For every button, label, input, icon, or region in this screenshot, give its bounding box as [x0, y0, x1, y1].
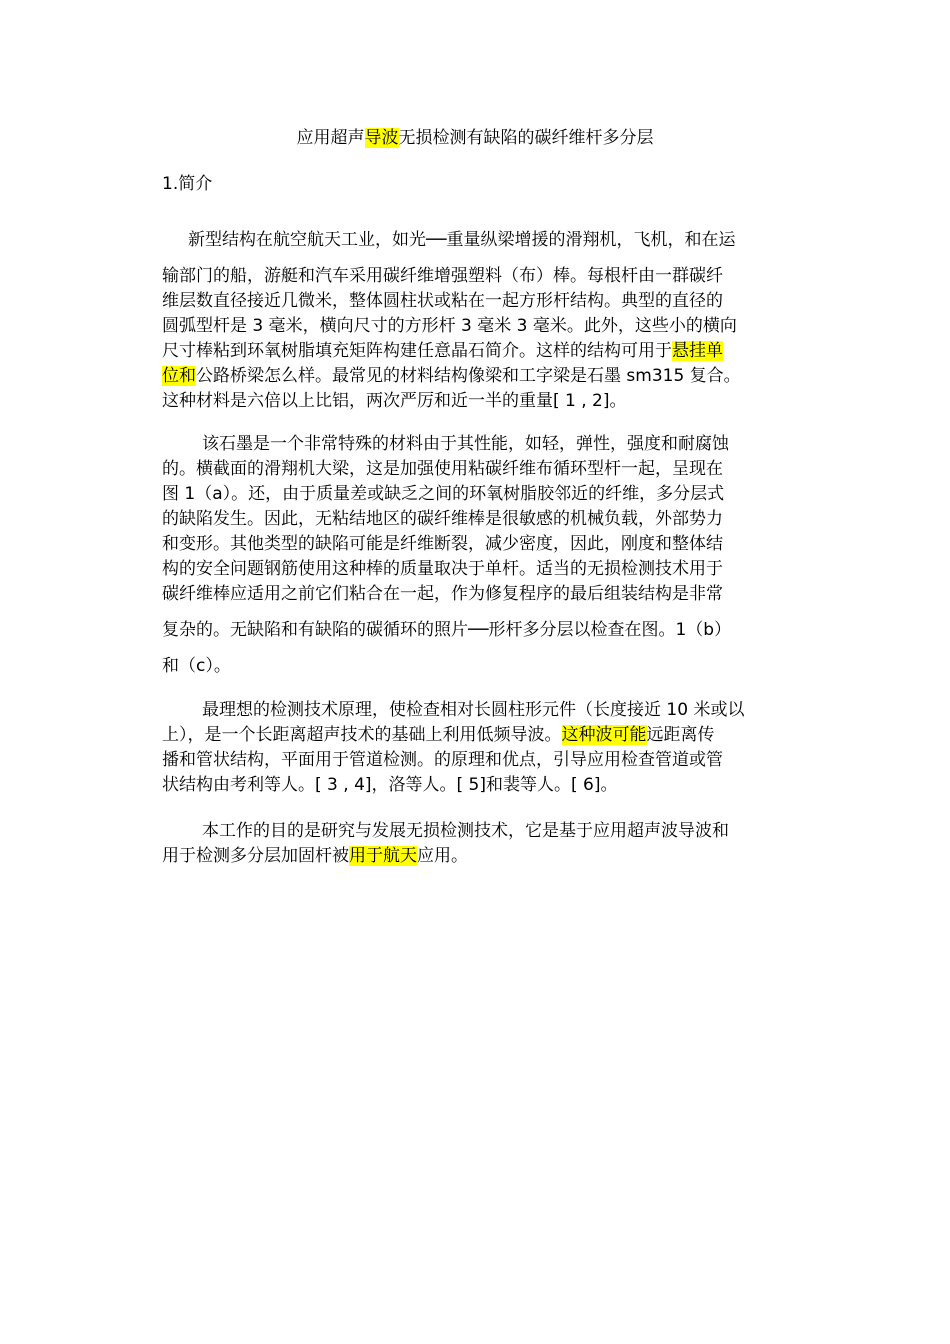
paragraph-3-line-1: 最理想的检测技术原理，使检查相对长圆柱形元件（长度接近 10 米或以 [202, 700, 745, 720]
paragraph-1-line-2: 输部门的船，游艇和汽车采用碳纤维增强塑料（布）棒。每根杆由一群碳纤 [162, 266, 723, 286]
paragraph-1-line-1: 新型结构在航空航天工业，如光──重量纵梁增援的滑翔机，飞机，和在运 [188, 230, 736, 250]
paragraph-3-line-3: 播和管状结构，平面用于管道检测。的原理和优点，引导应用检查管道或管 [162, 750, 723, 770]
paragraph-2-line-8: 复杂的。无缺陷和有缺陷的碳循环的照片──形杆多分层以检查在图。1（b） [162, 620, 732, 640]
paragraph-2 [162, 432, 822, 679]
paragraph-2-line-4: 的缺陷发生。因此，无粘结地区的碳纤维棒是很敏感的机械负载，外部势力 [162, 509, 723, 529]
paragraph-4-line-2-text-start: 用于检测多分层加固杆被 [162, 846, 349, 866]
paragraph-1-line-6 [162, 364, 822, 389]
paragraph-3-line-4: 状结构由考利等人。[ 3 , 4]，洛等人。[ 5]和裴等人。[ 6]。 [162, 775, 618, 795]
paragraph-1-line-3: 维层数直径接近几微米，整体圆柱状或粘在一起方形杆结构。典型的直径的 [162, 291, 723, 311]
paragraph-4-line-1: 本工作的目的是研究与发展无损检测技术，它是基于应用超声波导波和 [202, 821, 729, 841]
paragraph-4-line-2-text-end: 应用。 [417, 846, 468, 866]
paragraph-3-line-2 [162, 723, 822, 748]
paragraph-4-highlight: 用于航天 [349, 846, 417, 866]
paragraph-2-line-1: 该石墨是一个非常特殊的材料由于其性能，如轻，弹性，强度和耐腐蚀 [202, 434, 729, 454]
paragraph-1-line-5 [162, 339, 822, 364]
paragraph-2-line-7: 碳纤维棒应适用之前它们粘合在一起，作为修复程序的最后组装结构是非常 [162, 584, 723, 604]
paragraph-3-line-2-text-start: 上），是一个长距离超声技术的基础上利用低频导波。 [162, 725, 562, 745]
paragraph-3-line-2-text-end: 远距离传 [646, 725, 715, 745]
paragraph-1-line-5-text: 尺寸棒粘到环氧树脂填充矩阵构建任意晶石简介。这样的结构可用于 [162, 341, 672, 361]
title-text-start: 应用超声 [296, 128, 365, 148]
document-title [0, 126, 950, 150]
paragraph-2-line-5: 和变形。其他类型的缺陷可能是纤维断裂，减少密度，因此，刚度和整体结 [162, 534, 723, 554]
paragraph-2-line-2: 的。横截面的滑翔机大梁，这是加强使用粘碳纤维布循环型杆一起，呈现在 [162, 459, 723, 479]
paragraph-1-line-6-text: 公路桥梁怎么样。最常见的材料结构像梁和工字梁是石墨 sm315 复合。 [196, 366, 741, 386]
paragraph-1 [162, 228, 822, 414]
paragraph-1-line-4: 圆弧型杆是 3 毫米，横向尺寸的方形杆 3 毫米 3 毫米。此外，这些小的横向 [162, 316, 737, 336]
paragraph-4 [162, 819, 822, 869]
paragraph-2-line-9: 和（c）。 [162, 656, 231, 676]
paragraph-2-line-6: 构的安全问题钢筋使用这种棒的质量取决于单杆。适当的无损检测技术用于 [162, 559, 723, 579]
title-highlight: 导波 [364, 128, 399, 148]
section-heading: 1.简介 [162, 174, 213, 194]
paragraph-4-line-2 [162, 844, 822, 869]
paragraph-3 [162, 698, 822, 798]
title-text-end: 无损检测有缺陷的碳纤维杆多分层 [398, 128, 654, 148]
paragraph-2-line-3: 图 1（a）。还，由于质量差或缺乏之间的环氧树脂胶邻近的纤维，多分层式 [162, 484, 725, 504]
paragraph-1-highlight-a: 悬挂单 [672, 341, 723, 361]
paragraph-3-highlight: 这种波可能 [561, 725, 647, 745]
paragraph-1-line-7: 这种材料是六倍以上比铝，两次严厉和近一半的重量[ 1 , 2]。 [162, 391, 627, 411]
paragraph-1-highlight-b: 位和 [162, 366, 196, 386]
